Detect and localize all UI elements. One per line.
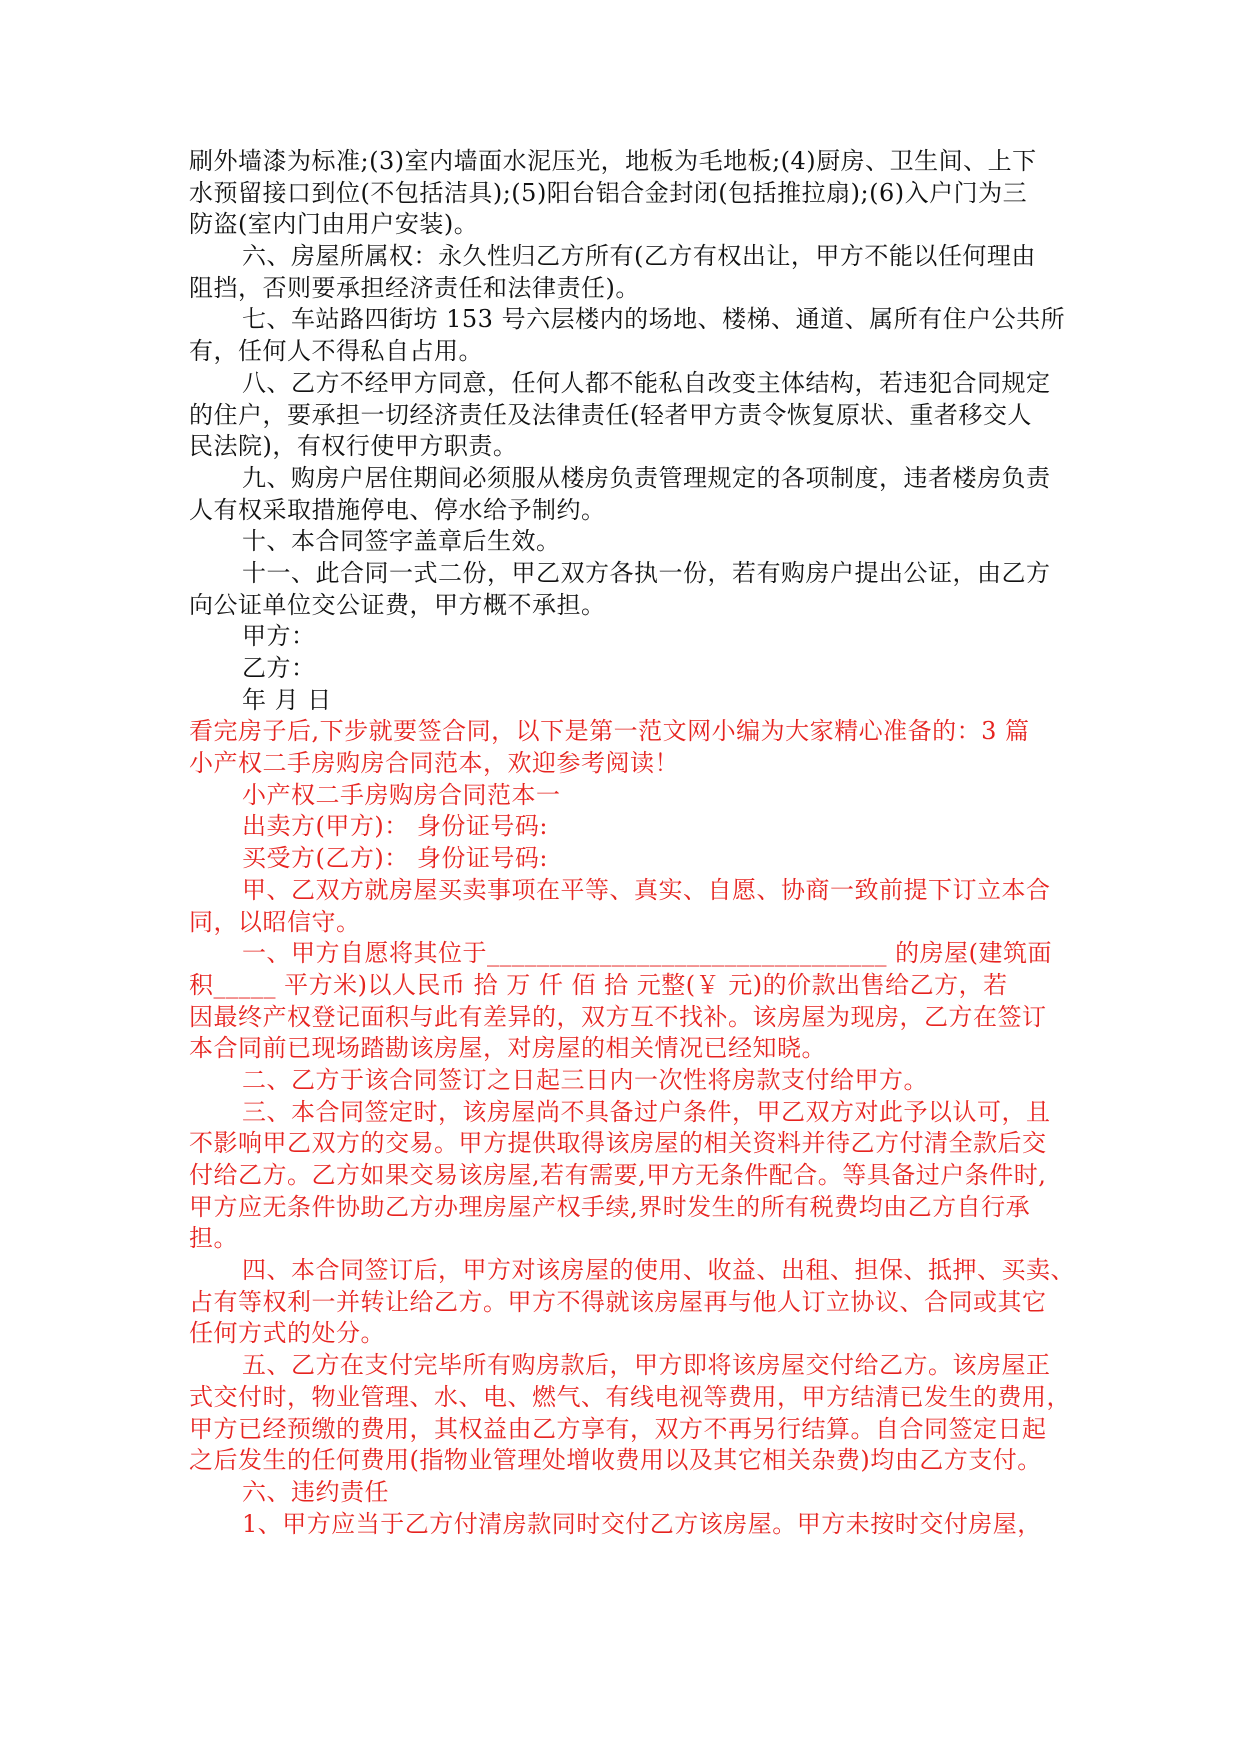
text-line: 二、乙方于该合同签订之日起三日内一次性将房款支付给甲方。 bbox=[242, 1065, 928, 1094]
text-line: 同，以昭信守。 bbox=[189, 907, 361, 936]
text-line: 人有权采取措施停电、停水给予制约。 bbox=[189, 495, 606, 524]
text-line: 甲方： bbox=[242, 622, 316, 651]
text-line: 甲、乙双方就房屋买卖事项在平等、真实、自愿、协商一致前提下订立本合 bbox=[242, 875, 1051, 904]
text-line: 甲方已经预缴的费用，其权益由乙方享有，双方不再另行结算。自合同签定日起 bbox=[189, 1414, 1047, 1443]
text-line: 担。 bbox=[189, 1224, 238, 1253]
document-page bbox=[189, 146, 1075, 1540]
text-line: 十、本合同签字盖章后生效。 bbox=[242, 527, 561, 556]
text-line: 之后发生的任何费用(指物业管理处增收费用以及其它相关杂费)均由乙方支付。 bbox=[189, 1446, 1042, 1475]
text-line: 十一、此合同一式二份，甲乙双方各执一份，若有购房户提出公证，由乙方 bbox=[242, 558, 1051, 587]
text-line: 甲方应无条件协助乙方办理房屋产权手续,界时发生的所有税费均由乙方自行承 bbox=[189, 1192, 1031, 1221]
text-line: 买受方(乙方)： 身份证号码: bbox=[242, 844, 548, 873]
text-line: 积_____ 平方米)以人民币 拾 万 仟 佰 拾 元整(￥ 元)的价款出售给乙方，若 bbox=[189, 970, 1008, 999]
text-line: 小产权二手房购房合同范本，欢迎参考阅读！ bbox=[189, 749, 679, 778]
text-line: 向公证单位交公证费，甲方概不承担。 bbox=[189, 590, 606, 619]
text-line: 有，任何人不得私自占用。 bbox=[189, 337, 483, 366]
text-line: 四、本合同签订后，甲方对该房屋的使用、收益、出租、担保、抵押、买卖、 bbox=[242, 1256, 1075, 1285]
text-line: 占有等权利一并转让给乙方。甲方不得就该房屋再与他人订立协议、合同或其它 bbox=[189, 1287, 1047, 1316]
text-line: 不影响甲乙双方的交易。甲方提供取得该房屋的相关资料并待乙方付清全款后交 bbox=[189, 1129, 1047, 1158]
text-line: 五、乙方在支付完毕所有购房款后，甲方即将该房屋交付给乙方。该房屋正 bbox=[242, 1351, 1051, 1380]
text-line: 防盗(室内门由用户安装)。 bbox=[189, 210, 479, 239]
text-line: 一、甲方自愿将其位于________________________________ 的房屋(建筑面 bbox=[242, 939, 1052, 968]
text-line: 刷外墙漆为标准;(3)室内墙面水泥压光，地板为毛地板;(4)厨房、卫生间、上下 bbox=[189, 147, 1037, 175]
text-line: 本合同前已现场踏勘该房屋，对房屋的相关情况已经知晓。 bbox=[189, 1034, 826, 1063]
text-line: 阻挡，否则要承担经济责任和法律责任)。 bbox=[189, 273, 640, 302]
text-line: 九、购房户居住期间必须服从楼房负责管理规定的各项制度，违者楼房负责 bbox=[242, 463, 1051, 492]
text-line: 水预留接口到位(不包括洁具);(5)阳台铝合金封闭(包括推拉扇);(6)入户门为三 bbox=[189, 178, 1028, 207]
text-line: 1、甲方应当于乙方付清房款同时交付乙方该房屋。甲方未按时交付房屋， bbox=[242, 1509, 1042, 1538]
text-line: 看完房子后,下步就要签合同，以下是第一范文网小编为大家精心准备的：3 篇 bbox=[189, 717, 1030, 746]
text-line: 八、乙方不经甲方同意，任何人都不能私自改变主体结构，若违犯合同规定 bbox=[242, 368, 1051, 397]
text-line: 七、车站路四街坊 153 号六层楼内的场地、楼梯、通道、属所有住户公共所 bbox=[242, 305, 1066, 334]
text-line: 乙方： bbox=[242, 654, 316, 682]
text-line: 的住户，要承担一切经济责任及法律责任(轻者甲方责令恢复原状、重者移交人 bbox=[189, 400, 1032, 429]
text-line: 小产权二手房购房合同范本一 bbox=[242, 780, 561, 809]
text-line: 出卖方(甲方)： 身份证号码: bbox=[242, 812, 548, 841]
text-line: 年 月 日 bbox=[242, 685, 332, 714]
text-line: 六、房屋所属权：永久性归乙方所有(乙方有权出让，甲方不能以任何理由 bbox=[242, 242, 1036, 271]
text-line: 六、违约责任 bbox=[242, 1477, 389, 1506]
text-line: 任何方式的处分。 bbox=[189, 1319, 385, 1348]
text-line: 三、本合同签定时，该房屋尚不具备过户条件，甲乙双方对此予以认可，且 bbox=[242, 1097, 1051, 1126]
text-line: 付给乙方。乙方如果交易该房屋,若有需要,甲方无条件配合。等具备过户条件时, bbox=[189, 1161, 1047, 1189]
text-line: 民法院)，有权行使甲方职责。 bbox=[189, 432, 518, 461]
text-line: 因最终产权登记面积与此有差异的，双方互不找补。该房屋为现房，乙方在签订 bbox=[189, 1002, 1047, 1031]
text-line: 式交付时，物业管理、水、电、燃气、有线电视等费用，甲方结清已发生的费用， bbox=[189, 1382, 1071, 1411]
